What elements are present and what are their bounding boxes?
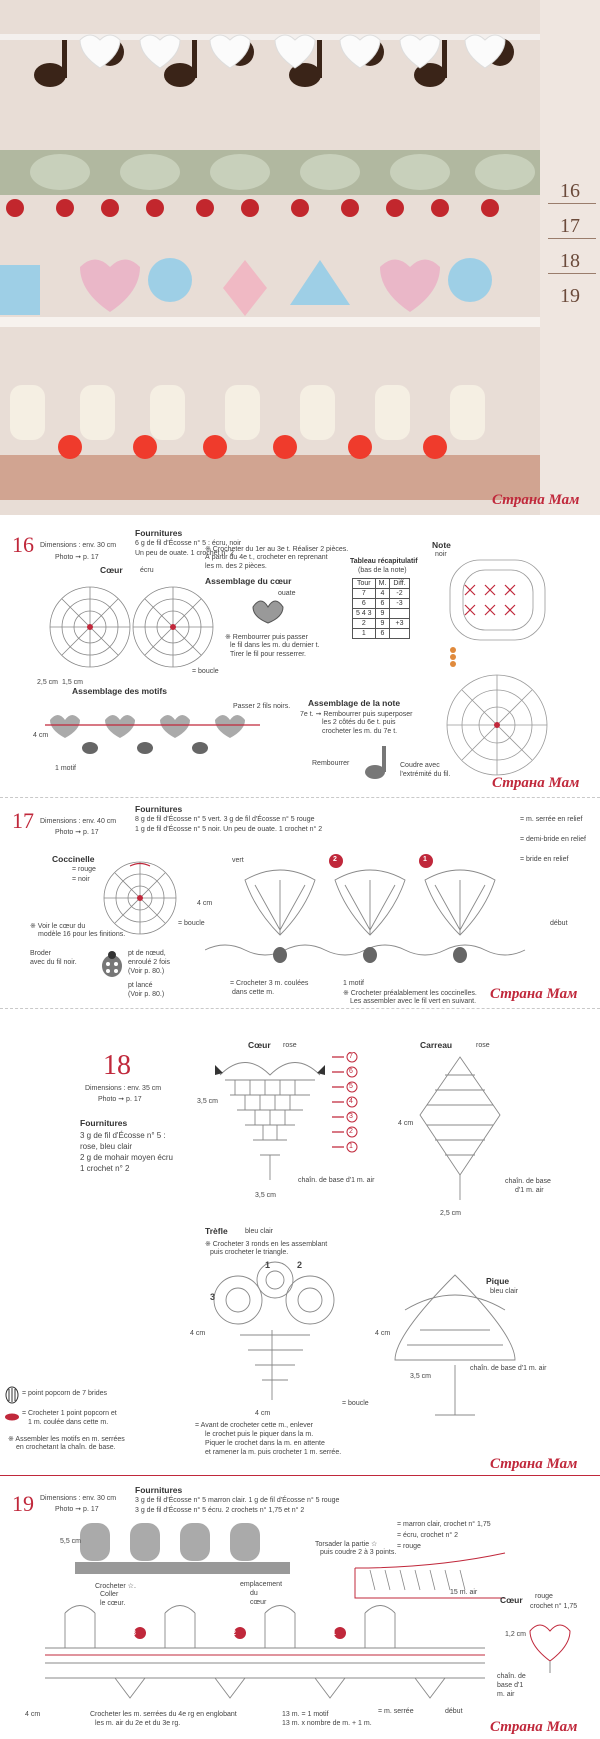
photo-ref: Photo ➞ p. 17: [98, 1096, 142, 1103]
dimension-label: 4 cm: [33, 732, 49, 739]
dimension-label: 2,5 cm: [37, 679, 59, 686]
photo-number-18: 18: [560, 250, 580, 272]
note-instruction: les 2 côtés du 6e t. puis: [322, 719, 396, 726]
dimensions: Dimensions : env. 30 cm: [40, 1495, 117, 1502]
spade-chart: [385, 1270, 525, 1420]
dimension-label: 4 cm: [197, 900, 213, 907]
table-cell: 2: [353, 619, 376, 629]
fournitures-line: 3 g de fil d'Écosse n° 5 :: [80, 1131, 166, 1140]
broder-note: Broder: [30, 950, 52, 957]
table-cell: 6: [375, 599, 390, 609]
legend-item: = rouge: [397, 1543, 421, 1550]
row-number: 4: [349, 1098, 353, 1105]
heart-chart: [215, 1050, 325, 1190]
legend-item: = m. serrée en relief: [520, 816, 583, 823]
fournitures-title: Fournitures: [135, 804, 183, 814]
fournitures-title: Fournitures: [135, 1485, 183, 1495]
fournitures-line: rose, bleu clair: [80, 1142, 133, 1151]
assemblage-coeur-title: Assemblage du cœur: [205, 576, 292, 586]
table-cell: 9: [375, 619, 390, 629]
row-arrows: [330, 1052, 360, 1177]
chain-base-label: chaîn. de base: [505, 1178, 551, 1185]
coeur-title: Cœur: [248, 1040, 271, 1050]
serree-legend: = m. serrée: [378, 1708, 414, 1715]
vert-label: vert: [232, 857, 244, 864]
avant-note: le crochet puis le piquer dans la m.: [205, 1431, 314, 1438]
coeur-color: rose: [283, 1042, 297, 1049]
ouate-label: ouate: [278, 590, 296, 597]
diamond-chart: [415, 1055, 505, 1205]
tableau-subtitle: (bas de la note): [358, 567, 407, 574]
emplacement-note: emplacement: [240, 1581, 283, 1588]
crocheter-note: Crocheter ☆.: [95, 1583, 136, 1590]
pattern-number: 17: [12, 808, 34, 833]
divider: [548, 273, 596, 274]
dimension-label: 4 cm: [375, 1330, 391, 1337]
photo-number-17: 17: [560, 215, 580, 237]
notes-hearts-illustration: [0, 20, 540, 115]
photo-row-notes-hearts: [0, 20, 540, 115]
note-instruction: 7e t. ➞ Rembourrer puis superposer: [300, 711, 413, 718]
watermark: Страна Мам: [490, 986, 578, 1002]
table-cell: 9: [375, 609, 390, 619]
divider: [0, 1475, 600, 1476]
motif-label: 1 motif: [55, 765, 77, 772]
trefle-note: ※ Crocheter 3 ronds en les assemblant: [205, 1241, 328, 1248]
note-color: noir: [435, 551, 447, 558]
pt-lance-note: pt lancé: [128, 982, 153, 989]
rembourrer-label: Rembourrer: [312, 760, 350, 767]
fournitures-line: 8 g de fil d'Écosse n° 5 vert. 3 g de fil d'Écosse n° 5 rouge: [135, 816, 315, 823]
trefle-note: puis crocheter le triangle.: [210, 1249, 289, 1256]
fournitures-line: 3 g de fil d'Écosse n° 5 marron clair. 1 g de fil d'Écosse n° 5 rouge: [135, 1497, 340, 1504]
note-instruction: crocheter les m. du 7e t.: [322, 728, 398, 735]
pattern-number: 16: [12, 532, 34, 557]
avant-note: Piquer le crochet dans la m. en attente: [205, 1440, 325, 1447]
assembler-note: ※ Assembler les motifs en m. serrées: [8, 1436, 125, 1443]
dimension-label: 4 cm: [190, 1330, 206, 1337]
step-label: 2: [333, 856, 337, 863]
coeur-title: Cœur: [100, 565, 123, 575]
dimension-label: 1,2 cm: [505, 1631, 527, 1638]
fournitures-title: Fournitures: [135, 528, 183, 538]
emplacement-note: cœur: [250, 1599, 267, 1606]
coeur-chart: [45, 580, 220, 675]
legend-item: = marron clair, crochet n° 1,75: [397, 1521, 491, 1528]
chain-base-label: chaîn. de base d'1 m. air: [470, 1365, 547, 1372]
fournitures-title: Fournitures: [80, 1118, 128, 1128]
prealable-note: ※ Crocheter préalablement les coccinelles.: [343, 990, 477, 997]
passer-fils-note: Passer 2 fils noirs.: [233, 703, 291, 710]
row-number: 2: [349, 1128, 353, 1135]
note-chart: [445, 555, 595, 785]
pattern-16: [0, 520, 600, 800]
dimension-label: 3,5 cm: [410, 1373, 432, 1380]
pattern-17: [0, 800, 600, 1015]
torsader-note: Torsader la partie ☆: [315, 1541, 378, 1548]
legend-item: = demi-bride en relief: [520, 836, 586, 843]
bottom-note: Crocheter les m. serrées du 4e rg en englobant: [90, 1711, 237, 1718]
row-number: 3: [349, 1113, 353, 1120]
trefle-color: bleu clair: [245, 1228, 274, 1235]
color-legend: = rouge: [72, 866, 96, 873]
pattern-19: [0, 1483, 600, 1739]
coeur-note: les m. des 2 pièces.: [205, 563, 267, 570]
prealable-note: Les assembler avec le fil vert en suivant.: [350, 998, 477, 1005]
motif-note: 13 m. = 1 motif: [282, 1711, 329, 1718]
boucle-legend: = boucle: [178, 920, 205, 927]
color-legend: = noir: [72, 876, 90, 883]
step-label: 1: [423, 856, 427, 863]
rembourrer-note: ※ Rembourrer puis passer: [225, 634, 308, 641]
table-cell: -2: [390, 589, 409, 599]
dimensions: Dimensions : env. 35 cm: [85, 1085, 162, 1092]
icecream-assembly-chart: [75, 1518, 295, 1578]
watermark: Страна Мам: [490, 1719, 578, 1735]
pt-noeud-note: enroulé 2 fois: [128, 959, 171, 966]
table-cell: +3: [390, 619, 409, 629]
ladybug-chart: [100, 858, 180, 938]
popcorn-legend2: = Crocheter 1 point popcorn et: [22, 1410, 117, 1417]
table-cell: 6: [375, 629, 390, 639]
avant-note: = Avant de crocheter cette m., enlever: [195, 1422, 313, 1429]
table-cell: 1: [353, 629, 376, 639]
coudre-note: Coudre avec: [400, 762, 440, 769]
photo-ref: Photo ➞ p. 17: [55, 554, 99, 561]
step-label: 3: [132, 1630, 136, 1637]
step-label: 2: [232, 1630, 236, 1637]
table-cell: 4: [375, 589, 390, 599]
fournitures-line: Un peu de ouate. 1 crochet n° 2: [135, 550, 234, 557]
trefle-number: 2: [297, 1260, 303, 1270]
dimension-label: 4 cm: [255, 1410, 271, 1417]
pique-title: Pique: [486, 1276, 510, 1286]
dimensions: Dimensions : env. 40 cm: [40, 818, 117, 825]
row-number: 1: [349, 1143, 353, 1150]
watermark: Страна Мам: [490, 1456, 578, 1472]
photo-number-19: 19: [560, 285, 580, 307]
coeur-note: rouge: [535, 1593, 553, 1600]
divider: [548, 203, 596, 204]
popcorn-icon: [5, 1386, 19, 1404]
table-cell: [390, 629, 409, 639]
popcorn-legend2: 1 m. coulée dans cette m.: [28, 1419, 109, 1426]
pt-noeud-note: (Voir p. 80.): [128, 968, 165, 975]
motif-label: 1 motif: [343, 980, 365, 987]
dimension-label: 5,5 cm: [60, 1538, 82, 1545]
ladybug-edging-chart: [205, 860, 545, 980]
dimensions: Dimensions : env. 30 cm: [40, 542, 117, 549]
crocheter-3-note: dans cette m.: [232, 989, 275, 996]
dimension-label: 1,5 cm: [62, 679, 84, 686]
assemblage-motifs-title: Assemblage des motifs: [72, 686, 167, 696]
dimension-label: 3,5 cm: [255, 1192, 277, 1199]
legend-item: = bride en relief: [520, 856, 569, 863]
dimension-label: 4 cm: [398, 1120, 414, 1127]
broder-note: avec du fil noir.: [30, 959, 77, 966]
table-cell: 5 4 3: [353, 609, 376, 619]
table-cell: 6: [353, 599, 376, 609]
photo-row-card-suits: [0, 255, 540, 345]
clover-chart: [210, 1260, 340, 1410]
watermark: Страна Мам: [492, 775, 580, 791]
coeur-note: crochet n° 1,75: [530, 1603, 578, 1610]
bottom-note: les m. air du 2e et du 3e rg.: [95, 1720, 181, 1727]
photo-number-16: 16: [560, 180, 580, 202]
note-title: Note: [432, 540, 451, 550]
watermark: Страна Мам: [492, 492, 580, 508]
divider: [548, 238, 596, 239]
boucle-legend: = boucle: [192, 668, 219, 675]
motifs-assembly-chart: [45, 710, 265, 760]
boucle-legend: = boucle: [342, 1400, 369, 1407]
emplacement-note: du: [250, 1590, 258, 1597]
heart-assembly-icon: [248, 595, 288, 625]
coeur-title: Cœur: [500, 1595, 523, 1605]
fournitures-line: 2 g de mohair moyen écru: [80, 1153, 173, 1162]
ladybug-icon: [100, 950, 124, 978]
photo-ref: Photo ➞ p. 17: [55, 1506, 99, 1513]
photo-ref: Photo ➞ p. 17: [55, 829, 99, 836]
crocheter-3-note: = Crocheter 3 m. coulées: [230, 980, 309, 987]
pique-color: bleu clair: [490, 1288, 519, 1295]
chain-base-label: d'1 m. air: [515, 1187, 544, 1194]
dimension-label: 3,5 cm: [197, 1098, 219, 1105]
icecream-edging-chart: [45, 1593, 485, 1703]
divider: [0, 1008, 600, 1009]
fournitures-line: 6 g de fil d'Écosse n° 5 : écru, noir: [135, 540, 242, 547]
carreau-title: Carreau: [420, 1040, 453, 1050]
debut-label: début: [445, 1708, 463, 1715]
chain-count: 15 m. air: [450, 1589, 478, 1596]
fournitures-line: 1 g de fil d'Écosse n° 5 noir. Un peu de ouate. 1 crochet n° 2: [135, 826, 323, 833]
pattern-number: 19: [12, 1491, 34, 1516]
pt-lance-note: (Voir p. 80.): [128, 991, 165, 998]
rembourrer-note: le fil dans les m. du dernier t.: [230, 642, 320, 649]
tableau-title: Tableau récapitulatif: [350, 558, 418, 565]
row-number: 5: [349, 1083, 353, 1090]
row-number: 6: [349, 1068, 353, 1075]
pattern-18: [0, 1030, 600, 1470]
popcorn-legend: = point popcorn de 7 brides: [22, 1390, 108, 1397]
fournitures-line: 1 crochet n° 2: [80, 1164, 130, 1173]
debut-label: début: [550, 920, 568, 927]
fournitures-line: 3 g de fil d'Écosse n° 5 écru. 2 crochets n° 1,75 et n° 2: [135, 1507, 305, 1514]
chain-note: m. air: [497, 1691, 515, 1698]
table-header: Tour: [353, 579, 376, 589]
coccinelle-title: Coccinelle: [52, 854, 95, 864]
table-header: M.: [375, 579, 390, 589]
chain-note: chaîn. de: [497, 1673, 526, 1680]
coeur-note: ※ Crocheter du 1er au 3e t. Réaliser 2 pièces.: [205, 546, 349, 553]
crocheter-note: le cœur.: [100, 1600, 126, 1607]
table-cell: 7: [353, 589, 376, 599]
coeur-color: écru: [140, 567, 154, 574]
divider: [0, 797, 600, 798]
dimension-label: 2,5 cm: [440, 1210, 462, 1217]
crocheter-note: Coller: [100, 1591, 119, 1598]
assembler-note: en crochetant la chaîn. de base.: [16, 1444, 116, 1451]
product-photo: [0, 0, 600, 515]
row-number: 7: [349, 1053, 353, 1060]
photo-row-ladybugs: [0, 140, 540, 230]
trefle-number: 1: [265, 1260, 271, 1270]
legend-item: = écru, crochet n° 2: [397, 1532, 458, 1539]
table-header: Diff.: [390, 579, 409, 589]
recap-table: [352, 578, 410, 639]
carreau-color: rose: [476, 1042, 490, 1049]
voir-note: modèle 16 pour les finitions.: [38, 931, 126, 938]
dimension-label: 4 cm: [25, 1711, 41, 1718]
ladybug-edging-illustration: [0, 140, 540, 230]
coudre-note: l'extrémité du fil.: [400, 771, 451, 778]
chain-note: base d'1: [497, 1682, 524, 1689]
note-assembly-icon: [360, 742, 400, 782]
pt-noeud-note: pt de nœud,: [128, 950, 166, 957]
small-heart-chart: [520, 1616, 580, 1676]
chain-base-label: chaîn. de base d'1 m. air: [298, 1177, 375, 1184]
motif-note: 13 m. x nombre de m. + 1 m.: [282, 1720, 372, 1727]
torsader-note: puis coudre 2 à 3 points.: [320, 1549, 397, 1556]
pattern-number: 18: [103, 1050, 131, 1081]
photo-row-icecream: [0, 375, 540, 510]
icecream-edging-illustration: [0, 375, 540, 510]
card-suits-illustration: [0, 255, 540, 345]
voir-note: ※ Voir le cœur du: [30, 923, 86, 930]
trefle-title: Trèfle: [205, 1226, 228, 1236]
avant-note: et ramener la m. puis crocheter 1 m. serrée.: [205, 1449, 342, 1456]
table-cell: [390, 609, 409, 619]
assemblage-note-title: Assemblage de la note: [308, 698, 401, 708]
popcorn-red-icon: [4, 1413, 20, 1421]
rembourrer-note: Tirer le fil pour resserrer.: [230, 651, 306, 658]
coeur-note: À partir du 4e t., crocheter en reprenant: [205, 554, 328, 561]
step-label: 1: [332, 1630, 336, 1637]
table-cell: -3: [390, 599, 409, 609]
trefle-number: 3: [210, 1292, 216, 1302]
